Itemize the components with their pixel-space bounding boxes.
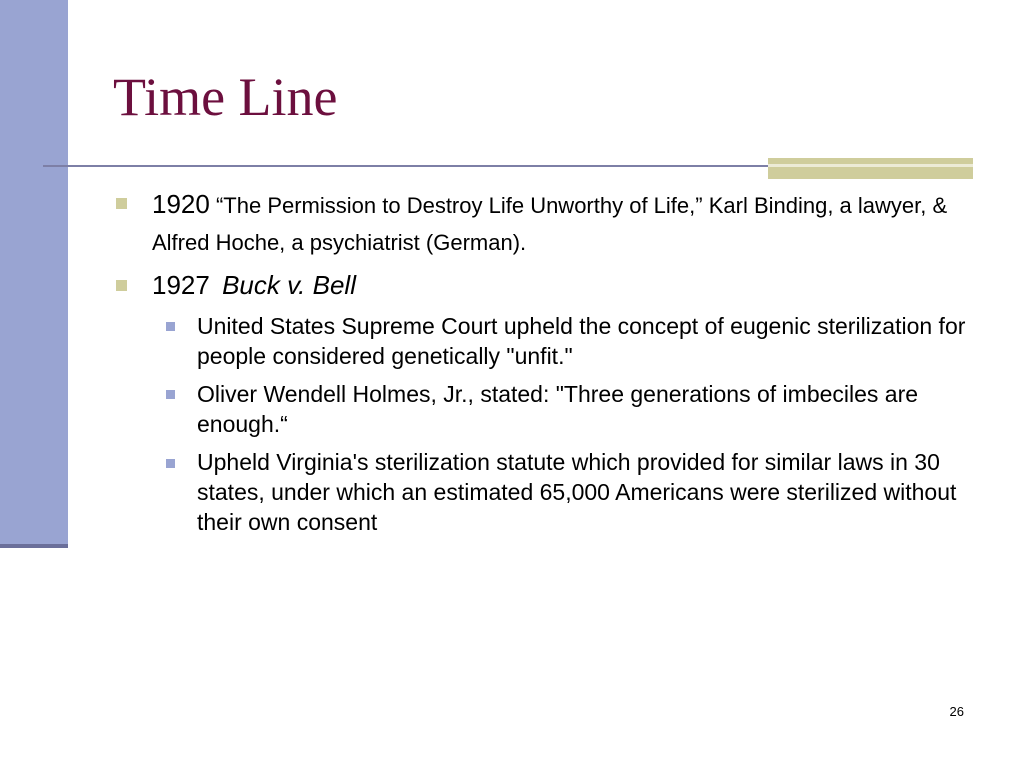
- sub-list-item: United States Supreme Court upheld the concept of eugenic sterilization for people considered genetically "unfit.": [197, 313, 966, 369]
- list-item: [152, 267, 962, 305]
- square-bullet-icon: [166, 390, 175, 399]
- square-bullet-icon: [166, 459, 175, 468]
- item-year: 1927: [152, 270, 210, 300]
- page-number: 26: [949, 704, 964, 719]
- sub-list-item: Upheld Virginia's sterilization statute which provided for similar laws in 30 states, under which an estimated 65,000 Americans were sterilized without their own consent: [197, 449, 957, 535]
- list-item: [152, 186, 962, 261]
- square-bullet-icon: [116, 198, 127, 209]
- square-bullet-icon: [166, 322, 175, 331]
- item-case-name: Buck v. Bell: [222, 270, 356, 300]
- item-year: 1920: [152, 189, 210, 219]
- sub-list-item: Oliver Wendell Holmes, Jr., stated: "Three generations of imbeciles are enough.“: [197, 381, 919, 437]
- square-bullet-icon: [116, 280, 127, 291]
- item-text: “The Permission to Destroy Life Unworthy of Life,” Karl Binding, a lawyer, & Alfred Hoche, a psychiatrist (German).: [152, 193, 948, 255]
- slide-title: Time Line: [113, 67, 338, 127]
